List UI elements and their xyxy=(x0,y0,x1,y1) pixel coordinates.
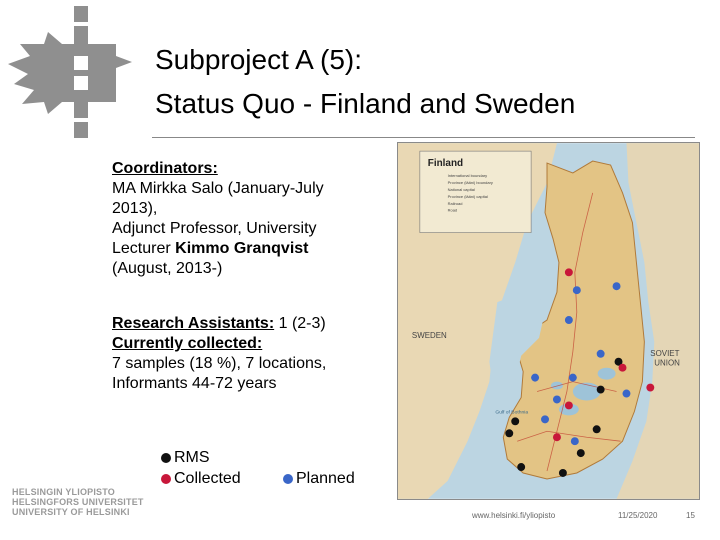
map-title: Finland xyxy=(427,158,464,170)
map-label-soviet: SOVIET xyxy=(650,348,680,358)
map-label-gulf: Gulf of Bothnia xyxy=(495,410,529,416)
coordinator-2-title: Adjunct Professor, University xyxy=(112,220,317,237)
footer-date: 11/25/2020 xyxy=(618,511,658,520)
collected-line-1: 7 samples (18 %), 7 locations, xyxy=(112,355,327,372)
university-logo-icon xyxy=(4,4,136,140)
coordinator-1-period: 2013), xyxy=(112,200,158,217)
planned-dot-icon xyxy=(283,474,293,484)
map-legend-line: Province (lääni) boundary xyxy=(447,179,493,185)
legend-rms xyxy=(161,448,210,468)
collected-marker xyxy=(553,433,561,441)
collected-line-2: Informants 44-72 years xyxy=(112,375,277,392)
planned-marker xyxy=(623,390,631,398)
map-label-sweden: SWEDEN xyxy=(411,330,447,340)
rms-marker xyxy=(577,449,585,457)
coordinator-2-period: (August, 2013-) xyxy=(112,260,223,277)
rms-marker xyxy=(505,429,513,437)
coordinator-2-line xyxy=(112,239,382,259)
map-legend-line: National capital xyxy=(447,186,475,192)
coordinator-2-name: Kimmo Granqvist xyxy=(175,240,309,257)
planned-marker xyxy=(553,396,561,404)
legend-rms-label: RMS xyxy=(174,449,210,466)
ra-value: 1 (2-3) xyxy=(274,315,326,332)
university-name xyxy=(12,487,144,517)
university-name-fi: HELSINGIN YLIOPISTO xyxy=(12,487,115,497)
map-legend-line: International boundary xyxy=(447,172,488,178)
legend-planned-label: Planned xyxy=(296,470,355,487)
rms-marker xyxy=(511,417,519,425)
collected-label: Currently collected: xyxy=(112,335,263,352)
slide-subtitle: Status Quo - Finland and Sweden xyxy=(155,88,576,119)
planned-marker xyxy=(573,286,581,294)
planned-marker xyxy=(541,415,549,423)
research-block xyxy=(112,314,382,394)
finland-map xyxy=(397,142,700,500)
coordinator-2-prefix: Lecturer xyxy=(112,240,176,257)
ra-label: Research Assistants: xyxy=(112,315,275,332)
map-label-union: UNION xyxy=(654,358,680,368)
rms-dot-icon xyxy=(161,453,171,463)
coordinator-1: MA Mirkka Salo (January-July xyxy=(112,180,324,197)
footer-url: www.helsinki.fi/yliopisto xyxy=(472,511,556,520)
map-legend-line: Railroad xyxy=(447,200,463,206)
collected-marker xyxy=(646,384,654,392)
title-divider xyxy=(152,137,695,138)
planned-marker xyxy=(569,374,577,382)
rms-marker xyxy=(559,469,567,477)
map-legend-line: Province (lääni) capital xyxy=(447,193,488,199)
collected-marker xyxy=(565,401,573,409)
collected-marker xyxy=(565,268,573,276)
collected-dot-icon xyxy=(161,474,171,484)
footer-page-number: 15 xyxy=(686,511,695,520)
rms-marker xyxy=(593,425,601,433)
planned-marker xyxy=(597,350,605,358)
slide-title: Subproject A (5): xyxy=(155,44,363,75)
collected-marker xyxy=(619,364,627,372)
rms-marker xyxy=(517,463,525,471)
university-name-en: UNIVERSITY OF HELSINKI xyxy=(12,507,130,517)
university-name-sv: HELSINGFORS UNIVERSITET xyxy=(12,497,144,507)
legend-collected-label: Collected xyxy=(174,470,241,487)
ra-line xyxy=(112,314,382,334)
coordinators-block xyxy=(112,159,382,279)
map-legend-line: Road xyxy=(447,207,458,213)
legend-collected xyxy=(161,469,241,489)
planned-marker xyxy=(565,316,573,324)
planned-marker xyxy=(613,282,621,290)
planned-marker xyxy=(531,374,539,382)
coordinators-label: Coordinators: xyxy=(112,160,218,177)
legend-planned xyxy=(283,469,355,489)
rms-marker xyxy=(597,386,605,394)
planned-marker xyxy=(571,437,579,445)
